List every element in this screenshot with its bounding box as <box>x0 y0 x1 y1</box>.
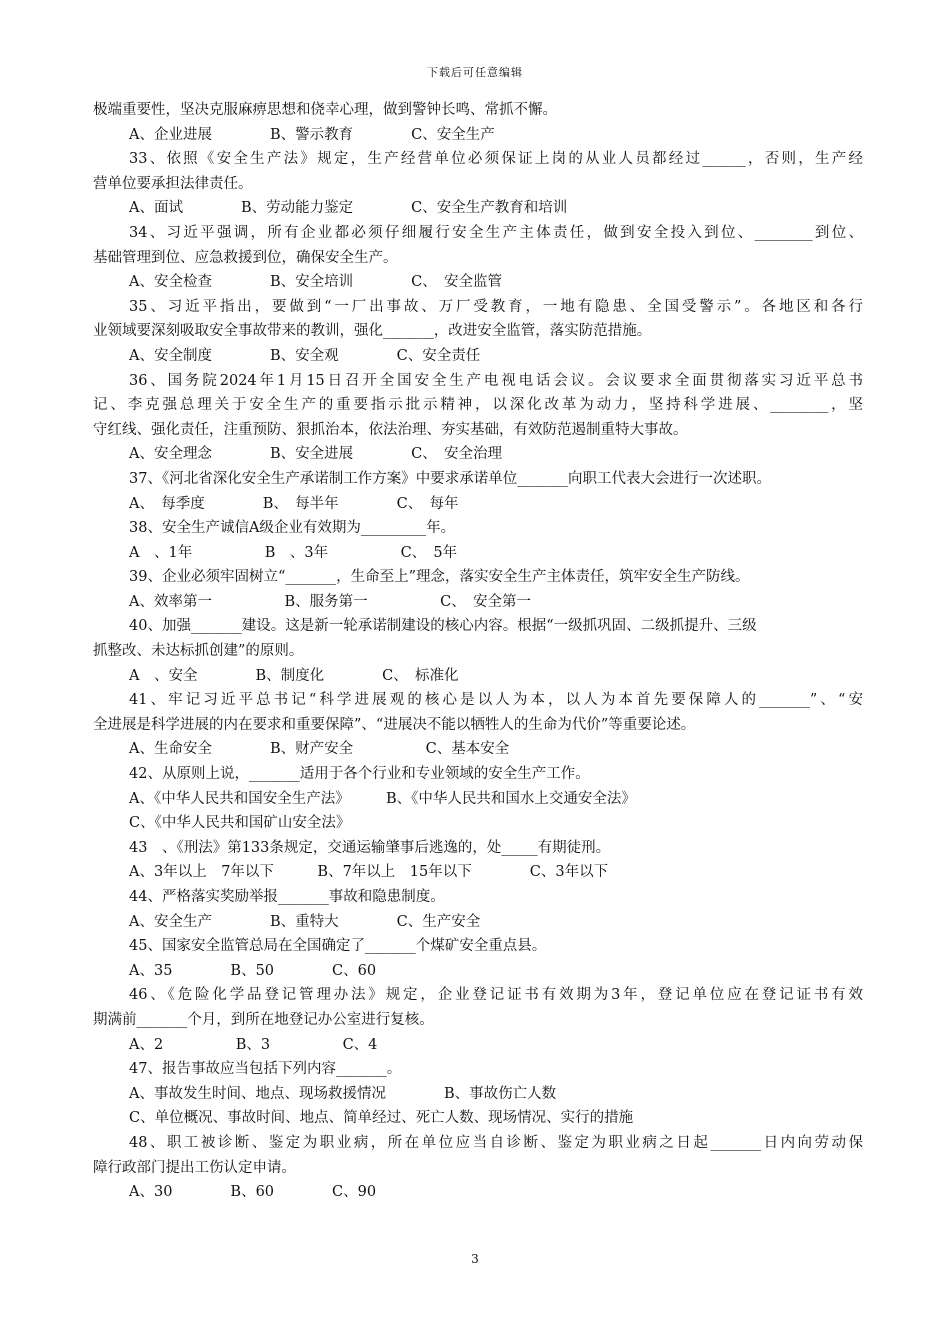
answer-options: A、效率第一 B、服务第一 C、 安全第一 <box>129 593 531 610</box>
question-continuation: 极端重要性，坚决克服麻痹思想和侥幸心理，做到警钟长鸣、常抓不懈。 <box>93 102 557 118</box>
answer-options: A、事故发生时间、地点、现场救援情况 B、事故伤亡人数 <box>129 1085 557 1102</box>
page-header: 下载后可任意编辑 <box>427 66 523 79</box>
question-line: 40、加强_______建设。这是新一轮承诺制建设的核心内容。根据“一级抓巩固、二级抓提升、三级 <box>129 618 757 635</box>
question-continuation: 记、李克强总理关于安全生产的重要指示批示精神，以深化改革为动力，坚持科学进展、________，坚 <box>93 397 863 414</box>
answer-options: A、35 B、50 C、60 <box>129 962 377 979</box>
question-line: 42、从原则上说，_______适用于各个行业和专业领域的安全生产工作。 <box>129 766 590 783</box>
answer-options: A、安全检查 B、安全培训 C、 安全监管 <box>129 274 502 291</box>
question-continuation: 营单位要承担法律责任。 <box>93 175 253 192</box>
answer-options: A、面试 B、劳动能力鉴定 C、安全生产教育和培训 <box>129 200 568 217</box>
answer-options: C、单位概况、事故时间、地点、简单经过、死亡人数、现场情况、实行的措施 <box>129 1110 634 1127</box>
answer-options: A、《中华人民共和国安全生产法》 B、《中华人民共和国水上交通安全法》 <box>129 790 636 807</box>
answer-options: A、安全生产 B、重特大 C、生产安全 <box>129 913 481 930</box>
answer-options: C、《中华人民共和国矿山安全法》 <box>129 815 351 832</box>
question-line: 39、企业必须牢固树立“_______，生命至上”理念，落实安全生产主体责任，筑牢安全生产防线。 <box>129 569 750 586</box>
question-continuation: 全进展是科学进展的内在要求和重要保障”、“进展决不能以牺牲人的生命为代价”等重要论述。 <box>93 716 696 733</box>
answer-options: A、生命安全 B、财产安全 C、基本安全 <box>129 741 510 758</box>
question-continuation: 守红线、强化责任，注重预防、狠抓治本，依法治理、夯实基础，有效防范遏制重特大事故。 <box>93 421 688 438</box>
question-continuation: 基础管理到位、应急救援到位，确保安全生产。 <box>93 249 398 266</box>
answer-options: A 、安全 B、制度化 C、 标准化 <box>129 667 459 684</box>
question-line: 47、报告事故应当包括下列内容_______。 <box>129 1061 402 1078</box>
question-line: 46、《危险化学品登记管理办法》规定，企业登记证书有效期为3年，登记单位应在登记证书有效 <box>129 987 863 1004</box>
answer-options: A、 每季度 B、 每半年 C、 每年 <box>129 495 459 512</box>
question-line: 33、依照《安全生产法》规定，生产经营单位必须保证上岗的从业人员都经过______，否则，生产经 <box>129 151 863 168</box>
question-line: 35、习近平指出，要做到“一厂出事故、万厂受教育，一地有隐患、全国受警示”。各地区和各行 <box>129 298 863 315</box>
answer-options: A、2 B、3 C、4 <box>129 1036 378 1053</box>
question-continuation: 业领域要深刻吸取安全事故带来的教训，强化_______，改进安全监管，落实防范措施。 <box>93 323 652 340</box>
question-line: 48、职工被诊断、鉴定为职业病，所在单位应当自诊断、鉴定为职业病之日起_______日内向劳动保 <box>129 1134 863 1151</box>
document-body <box>93 98 863 1205</box>
question-line: 38、安全生产诚信A级企业有效期为_________年。 <box>129 520 456 537</box>
question-line: 37、《河北省深化安全生产承诺制工作方案》中要求承诺单位_______向职工代表大会进行一次述职。 <box>129 470 771 487</box>
question-continuation: 障行政部门提出工伤认定申请。 <box>93 1159 296 1176</box>
answer-options: A、安全制度 B、安全观 C、安全责任 <box>129 347 481 364</box>
answer-options: A、企业进展 B、警示教育 C、安全生产 <box>129 126 495 143</box>
question-continuation: 抓整改、未达标抓创建”的原则。 <box>93 643 304 660</box>
page-number: 3 <box>471 1252 479 1266</box>
question-line: 43 、《刑法》第133条规定，交通运输肇事后逃逸的，处_____有期徒刑。 <box>129 839 611 856</box>
question-continuation: 期满前_______个月，到所在地登记办公室进行复核。 <box>93 1011 434 1028</box>
answer-options: A、安全理念 B、安全进展 C、 安全治理 <box>129 446 502 463</box>
question-line: 41、牢记习近平总书记“科学进展观的核心是以人为本，以人为本首先要保障人的_______”、“安 <box>129 692 863 709</box>
answer-options: A 、1年 B 、3年 C、 5年 <box>129 544 458 561</box>
question-line: 44、严格落实奖励举报_______事故和隐患制度。 <box>129 889 445 905</box>
answer-options: A、3年以上 7年以下 B、7年以上 15年以下 C、3年以下 <box>129 864 609 881</box>
answer-options: A、30 B、60 C、90 <box>129 1184 377 1201</box>
question-line: 34、习近平强调，所有企业都必须仔细履行安全生产主体责任，做到安全投入到位、________到位、 <box>129 224 863 241</box>
question-line: 45、国家安全监管总局在全国确定了_______个煤矿安全重点县。 <box>129 938 547 955</box>
question-line: 36、国务院2024年1月15日召开全国安全生产电视电话会议。会议要求全面贯彻落实习近平总书 <box>129 372 863 389</box>
